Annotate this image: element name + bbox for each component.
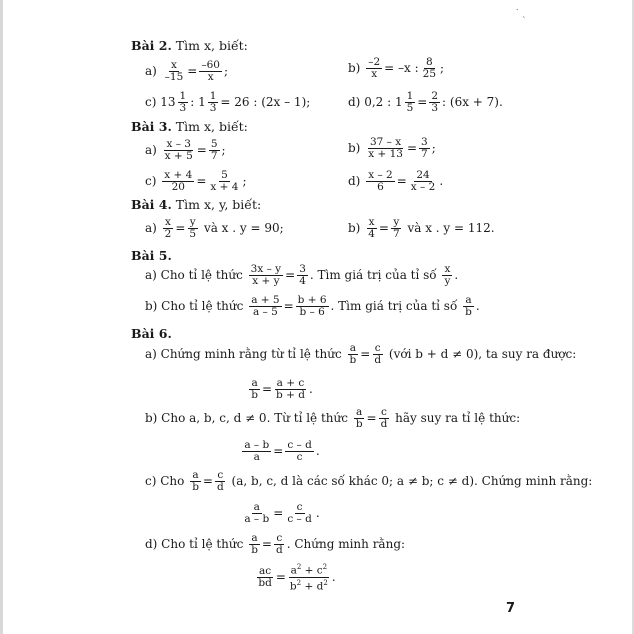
bai6-title: Bài 6. [131,326,172,341]
bai6-b: b) Cho a, b, c, d ≠ 0. Từ tỉ lệ thức $\frac{a}{b}$ = $\frac{c}{d}$ hãy suy ra tỉ lệ thức: [145,405,521,430]
bai5-a: a) Cho tỉ lệ thức $\frac{3x - y}{x + y}$ = $\frac{3}{4}$ . Tìm giá trị của tỉ số x y . [145,262,459,287]
corner-mark: ˙ ˎ [515,9,526,19]
page-number: 7 [506,601,516,616]
bai3-b: b) $\frac{37 - x}{x + 13}$ = $\frac{3}{7}$ ; [348,135,436,160]
bai6-a: a) Chứng minh rằng từ tỉ lệ thức $\frac{a}{b}$ = $\frac{c}{d}$ (với b + d ≠ 0), ta suy ra được: [145,341,577,366]
page-left-edge [0,0,3,634]
bai6-a-result: $\frac{a}{b}$ = $\frac{a + c}{b + d}$ . [251,376,313,401]
bai6-d-result: $\frac{ac}{bd}$ = $\frac{a^2 + c^2}{b^2 + d^2}$ . [258,563,336,592]
bai4-a: a) $\frac{x}{2}$ = $\frac{y}{5}$ và x . y = 90; [145,215,284,240]
bai4-b: b) $\frac{x}{4}$ = $\frac{y}{7}$ và x . y = 112. [348,215,495,240]
bai5-title: Bài 5. [131,248,172,263]
bai6-c: c) Cho $\frac{a}{b}$ = $\frac{c}{d}$ (a, b, c, d là các số khác 0; a ≠ b; c ≠ d). Chứng minh rằng: [145,468,593,493]
bai6-d: d) Cho tỉ lệ thức $\frac{a}{b}$ = $\frac{c}{d}$ . Chứng minh rằng: [145,531,406,556]
bai2-c: c) 13 1 3 : 1 1 3 = 26 : (2x – 1); [145,89,311,114]
bai3-d: d) $\frac{x - 2}{6}$ = $\frac{24}{x - 2}$ . [348,168,444,193]
bai5-b: b) Cho tỉ lệ thức $\frac{a + 5}{a - 5}$ = $\frac{b + 6}{b - 6}$ . Tìm giá trị của tỉ số a b . [145,293,480,318]
bai2-a: a) $\frac{x}{-15}$ = $\frac{-60}{x}$ ; [145,58,229,83]
bai3-title: Bài 3. Tìm x, biết: [131,119,248,134]
bai2-title: Bài 2. Tìm x, biết: [131,38,248,53]
bai4-title: Bài 4. Tìm x, y, biết: [131,197,262,212]
bai6-b-result: $\frac{a - b}{a}$ = $\frac{c - d}{c}$ . [244,438,320,463]
bai3-a: a) $\frac{x - 3}{x + 5}$ = $\frac{5}{7}$ ; [145,137,226,162]
bai2-d: d) 0,2 : 1 $\frac{1}{5}$ = $\frac{2}{3}$ : (6x + 7). [348,89,503,114]
bai6-c-result: $\frac{a}{a - b}$ = $\frac{c}{c - d}$ . [244,500,320,525]
bai2-b: b) $\frac{-2}{x}$ = –x : 8 25 ; [348,55,445,80]
bai3-c: c) $\frac{x + 4}{20}$ = $\frac{5}{x + 4}$ ; [145,168,247,193]
